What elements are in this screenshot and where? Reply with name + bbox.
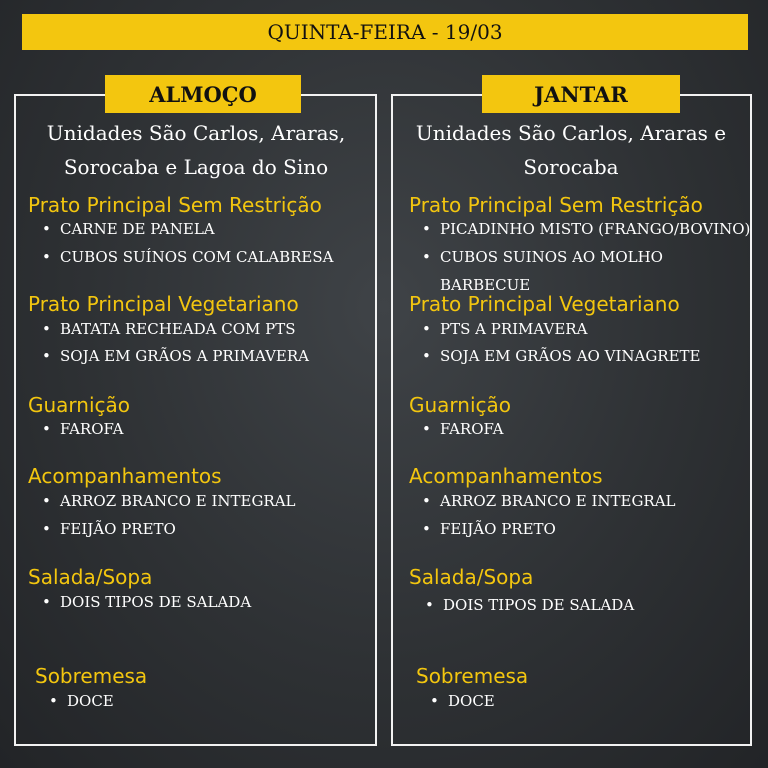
jantar-title — [482, 75, 680, 113]
jantar-title-text: JANTAR — [534, 81, 628, 107]
bullet-icon: • — [42, 520, 51, 538]
almoco-salada-item: • DOIS TIPOS DE SALADA — [42, 593, 252, 611]
almoco-veg-item: • SOJA EM GRÃOS A PRIMAVERA — [42, 347, 309, 365]
almoco-principal-item: • CUBOS SUÍNOS COM CALABRESA — [42, 248, 334, 266]
almoco-sobremesa-heading: Sobremesa — [35, 664, 148, 688]
jantar-veg-heading: Prato Principal Vegetariano — [409, 292, 680, 316]
bullet-icon: • — [422, 520, 431, 538]
bullet-icon: • — [42, 347, 51, 365]
almoco-units-line2: Sorocaba e Lagoa do Sino — [63, 155, 329, 179]
jantar-acomp-item: • ARROZ BRANCO E INTEGRAL — [422, 492, 676, 510]
almoco-sobremesa-item: • DOCE — [49, 692, 114, 710]
date-title: QUINTA-FEIRA - 19/03 — [267, 20, 503, 44]
jantar-salada-item: • DOIS TIPOS DE SALADA — [425, 596, 635, 614]
jantar-salada-heading: Salada/Sopa — [409, 565, 534, 589]
bullet-icon: • — [422, 248, 431, 266]
jantar-units — [396, 116, 746, 184]
bullet-icon: • — [49, 692, 58, 710]
jantar-units-line1: Unidades São Carlos, Araras e — [415, 121, 727, 145]
bullet-icon: • — [422, 492, 431, 510]
jantar-principal-item-cont: BARBECUE — [440, 276, 531, 294]
jantar-acomp-item: • FEIJÃO PRETO — [422, 520, 556, 538]
bullet-icon: • — [42, 492, 51, 510]
jantar-veg-item: • SOJA EM GRÃOS AO VINAGRETE — [422, 347, 701, 365]
almoco-guarnicao-heading: Guarnição — [28, 393, 131, 417]
bullet-icon: • — [422, 347, 431, 365]
jantar-guarnicao-item: • FAROFA — [422, 420, 504, 438]
almoco-principal-item: • CARNE DE PANELA — [42, 220, 215, 238]
bullet-icon: • — [42, 248, 51, 266]
jantar-principal-item: • PICADINHO MISTO (FRANGO/BOVINO) — [422, 220, 751, 238]
bullet-icon: • — [422, 220, 431, 238]
jantar-principal-heading: Prato Principal Sem Restrição — [409, 193, 703, 217]
almoco-units — [20, 116, 372, 184]
almoco-veg-heading: Prato Principal Vegetariano — [28, 292, 299, 316]
almoco-acomp-item: • FEIJÃO PRETO — [42, 520, 176, 538]
almoco-veg-item: • BATATA RECHEADA COM PTS — [42, 320, 296, 338]
almoco-units-line1: Unidades São Carlos, Araras, — [46, 121, 346, 145]
jantar-acomp-heading: Acompanhamentos — [409, 464, 603, 488]
jantar-veg-item: • PTS A PRIMAVERA — [422, 320, 588, 338]
almoco-salada-heading: Salada/Sopa — [28, 565, 153, 589]
almoco-title — [105, 75, 301, 113]
bullet-icon: • — [42, 220, 51, 238]
bullet-icon: • — [425, 596, 434, 614]
jantar-sobremesa-heading: Sobremesa — [416, 664, 529, 688]
almoco-title-text: ALMOÇO — [149, 81, 257, 107]
date-banner — [22, 14, 748, 50]
almoco-principal-heading: Prato Principal Sem Restrição — [28, 193, 322, 217]
bullet-icon: • — [422, 320, 431, 338]
jantar-principal-item: • CUBOS SUINOS AO MOLHO — [422, 248, 663, 266]
almoco-acomp-item: • ARROZ BRANCO E INTEGRAL — [42, 492, 296, 510]
bullet-icon: • — [42, 320, 51, 338]
jantar-guarnicao-heading: Guarnição — [409, 393, 512, 417]
bullet-icon: • — [422, 420, 431, 438]
bullet-icon: • — [42, 420, 51, 438]
almoco-acomp-heading: Acompanhamentos — [28, 464, 222, 488]
bullet-icon: • — [430, 692, 439, 710]
jantar-units-line2: Sorocaba — [523, 155, 619, 179]
bullet-icon: • — [42, 593, 51, 611]
jantar-sobremesa-item: • DOCE — [430, 692, 495, 710]
almoco-guarnicao-item: • FAROFA — [42, 420, 124, 438]
